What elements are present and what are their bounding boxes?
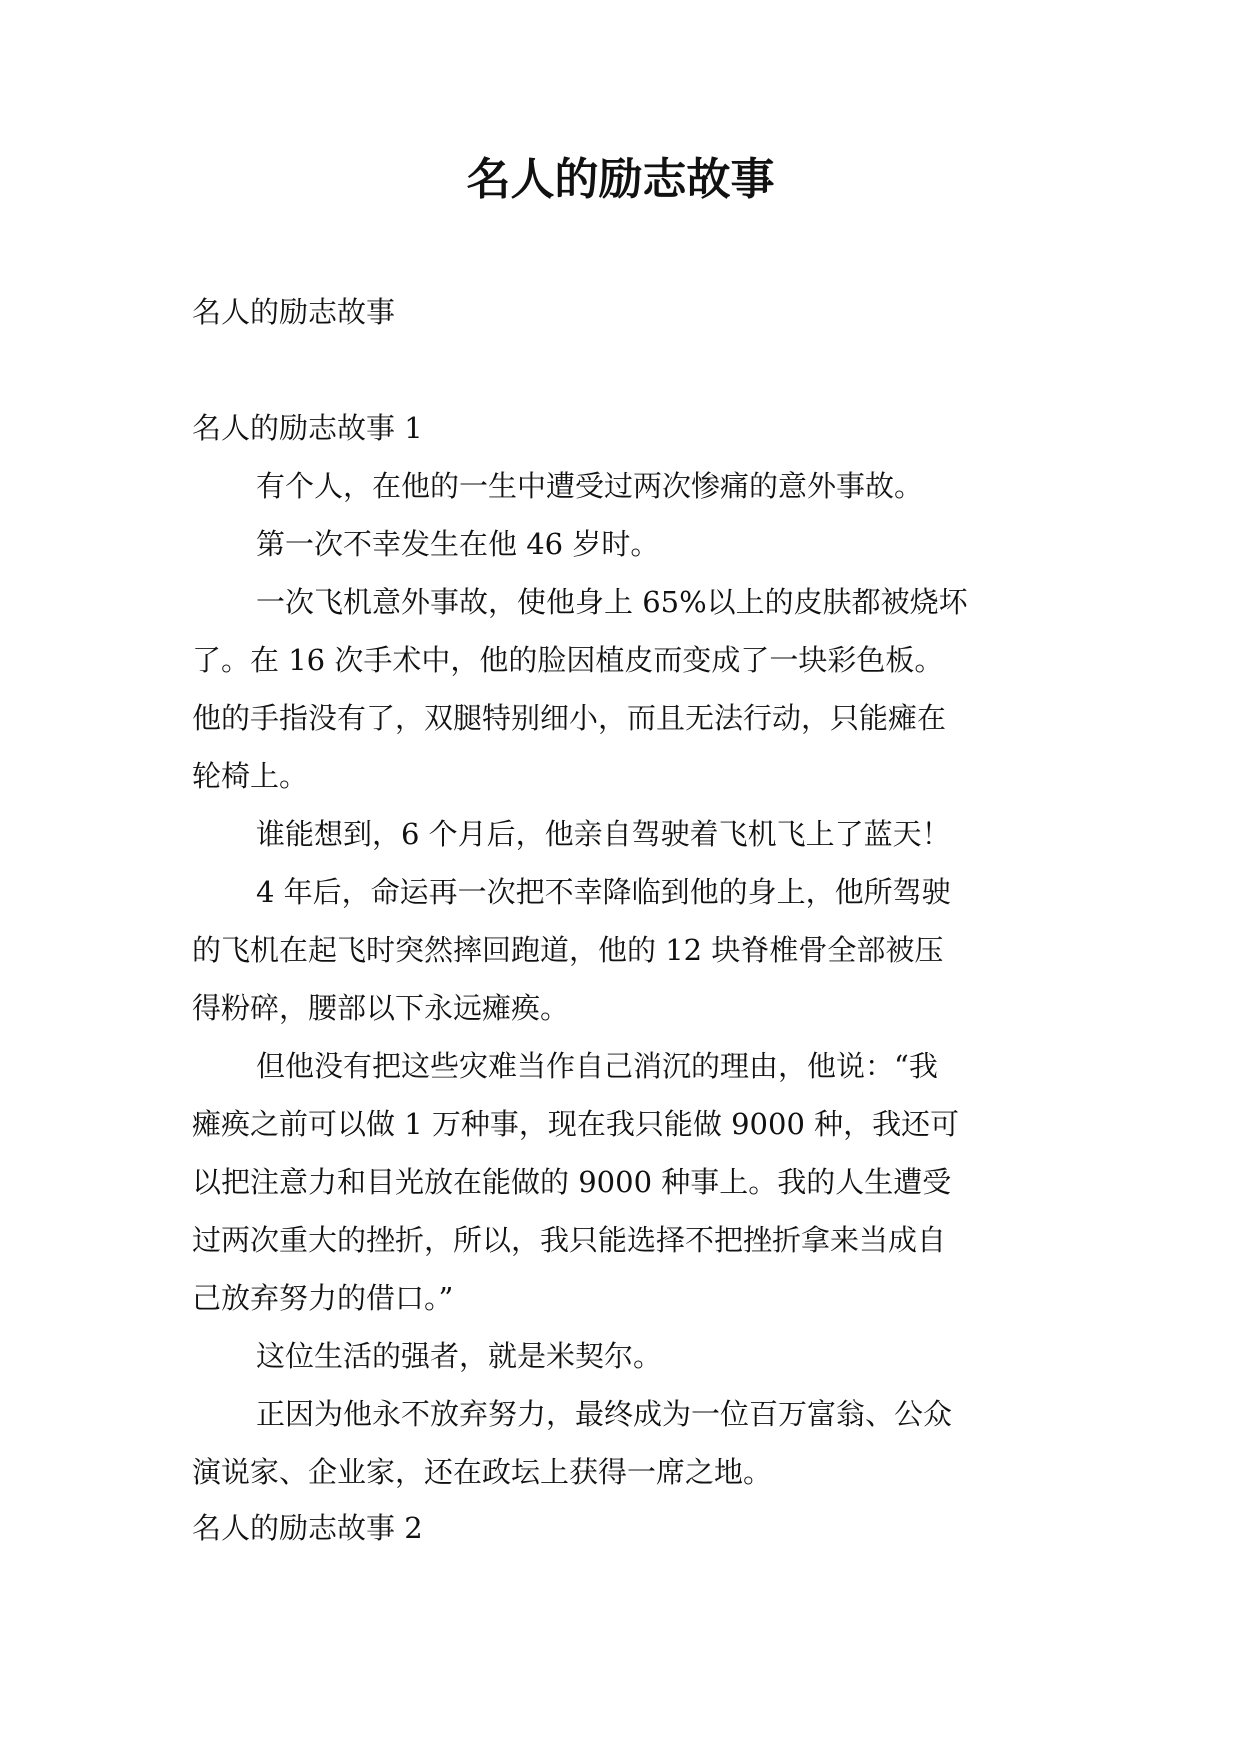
story-1-line: 但他没有把这些灾难当作自己消沉的理由，他说：“我 — [256, 1049, 938, 1083]
story-1-line: 过两次重大的挫折，所以，我只能选择不把挫折拿来当成自 — [192, 1223, 947, 1257]
story-1-line: 谁能想到，6 个月后，他亲自驾驶着飞机飞上了蓝天！ — [256, 817, 951, 851]
story-1-line: 正因为他永不放弃努力，最终成为一位百万富翁、公众 — [256, 1397, 953, 1431]
story-1-line: 得粉碎，腰部以下永远瘫痪。 — [192, 991, 570, 1025]
story-1-line: 了。在 16 次手术中，他的脸因植皮而变成了一块彩色板。 — [192, 643, 944, 677]
story-1-line: 这位生活的强者，就是米契尔。 — [256, 1339, 663, 1373]
document-title: 名人的励志故事 — [466, 154, 775, 205]
story-1-line: 他的手指没有了，双腿特别细小，而且无法行动，只能瘫在 — [192, 701, 947, 735]
story-1-line: 第一次不幸发生在他 46 岁时。 — [256, 527, 660, 561]
document-subtitle: 名人的励志故事 — [192, 295, 396, 329]
story-1-line: 轮椅上。 — [192, 759, 309, 793]
story-1-heading: 名人的励志故事 1 — [192, 411, 423, 445]
story-1-line: 的飞机在起飞时突然摔回跑道，他的 12 块脊椎骨全部被压 — [192, 933, 944, 967]
story-1-line: 以把注意力和目光放在能做的 9000 种事上。我的人生遭受 — [192, 1165, 952, 1199]
story-1-line: 一次飞机意外事故，使他身上 65%以上的皮肤都被烧坏 — [256, 585, 968, 619]
story-1-line: 瘫痪之前可以做 1 万种事，现在我只能做 9000 种，我还可 — [192, 1107, 960, 1141]
story-1-line: 有个人，在他的一生中遭受过两次惨痛的意外事故。 — [256, 469, 924, 503]
story-1-line: 己放弃努力的借口。” — [192, 1281, 454, 1315]
story-1-line: 4 年后，命运再一次把不幸降临到他的身上，他所驾驶 — [256, 875, 951, 909]
story-1-line: 演说家、企业家，还在政坛上获得一席之地。 — [192, 1455, 773, 1489]
story-2-heading: 名人的励志故事 2 — [192, 1511, 423, 1545]
